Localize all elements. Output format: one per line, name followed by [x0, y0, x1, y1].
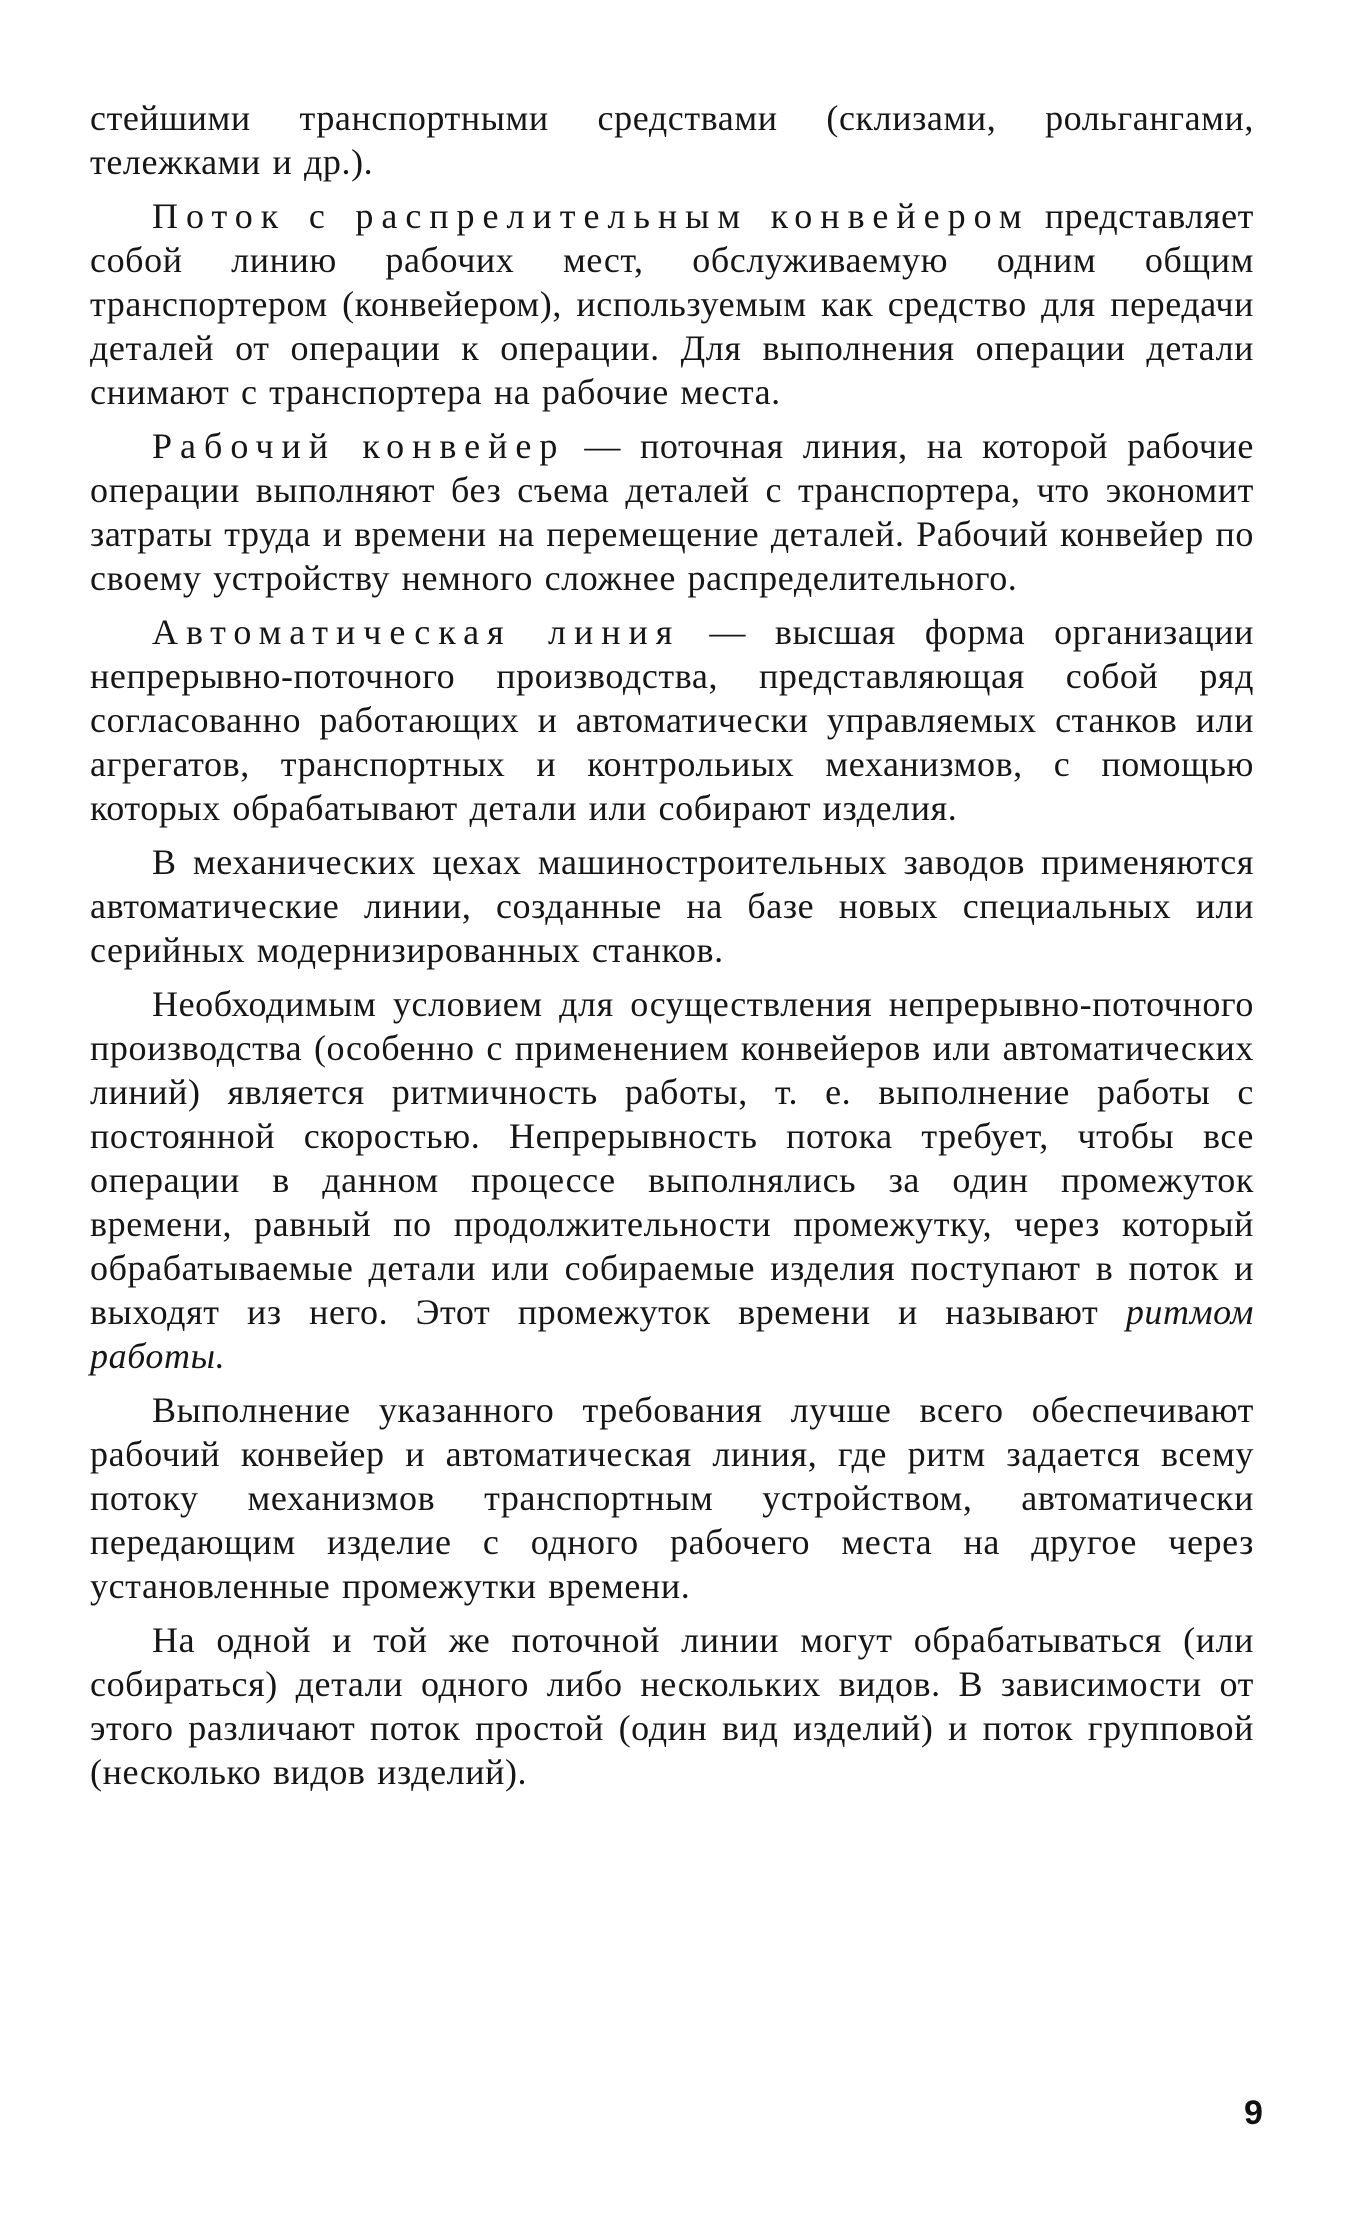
term-automatic-line: Автоматическая линия — [152, 612, 681, 652]
paragraph-mechanical-shops — [90, 840, 1254, 972]
paragraph-text: представляет собой линию рабочих мест, обслуживаемую одним общим транспортером (конвейером), используемым как средство для передачи деталей от операции к операции. Для выполнения операции детали снимают с транспортера на рабочие места. — [90, 196, 1254, 412]
emphasis-rhythm-of-work: ритмом работы. — [90, 1292, 1254, 1376]
paragraph-text: Необходимым условием для осуществления непрерывно-поточного производства (особенно с применением конвейеров или автоматических линий) является ритмичность работы, т. е. выполнение работы с постоянной скоростью. Непрерывность потока требует, чтобы все операции в данном процессе выполнялись за один промежуток времени, равный по продолжительности промежутку, через который обрабатываемые детали или собираемые изделия поступают в поток и выходят из него. Этот промежуток времени и называют — [90, 984, 1254, 1332]
term-distribution-conveyor: Поток с распрелительным конвейером — [152, 196, 1030, 236]
paragraph-text: — высшая форма организации непрерывно-поточного производства, представляющая собой ряд согласованно работающих и автоматически управляемых станков или агрегатов, транспортных и контрольиых механизмов, с помощью которых обрабатывают детали или собирают изделия. — [90, 612, 1254, 828]
page-body — [90, 96, 1254, 1804]
paragraph-continuation — [90, 96, 1254, 184]
term-working-conveyor: Рабочий конвейер — [152, 426, 566, 466]
paragraph-distribution-conveyor — [90, 194, 1254, 414]
paragraph-working-conveyor — [90, 424, 1254, 600]
paragraph-rhythm — [90, 982, 1254, 1378]
page-number: 9 — [1244, 2094, 1263, 2132]
paragraph-text: — поточная линия, на которой рабочие операции выполняют без съема деталей с транспортера, что экономит затраты труда и времени на перемещение деталей. Рабочий конвейер по своему устройству немного сложнее распределительного. — [90, 426, 1254, 598]
paragraph-automatic-line — [90, 610, 1254, 830]
paragraph-simple-group-flow — [90, 1618, 1254, 1794]
paragraph-requirement — [90, 1388, 1254, 1608]
paragraph-text: На одной и той же поточной линии могут обрабатываться (или собираться) детали одного либо нескольких видов. В зависимости от этого различают поток простой (один вид изделий) и поток групповой (несколько видов изделий). — [90, 1620, 1254, 1792]
paragraph-text: В механических цехах машиностроительных заводов применяются автоматические линии, созданные на базе новых специальных или серийных модернизированных станков. — [90, 842, 1254, 970]
paragraph-text: Выполнение указанного требования лучше всего обеспечивают рабочий конвейер и автоматическая линия, где ритм задается всему потоку механизмов транспортным устройством, автоматически передающим изделие с одного рабочего места на другое через установленные промежутки времени. — [90, 1390, 1254, 1606]
paragraph-text: стейшими транспортными средствами (склизами, рольгангами, тележками и др.). — [90, 98, 1254, 182]
